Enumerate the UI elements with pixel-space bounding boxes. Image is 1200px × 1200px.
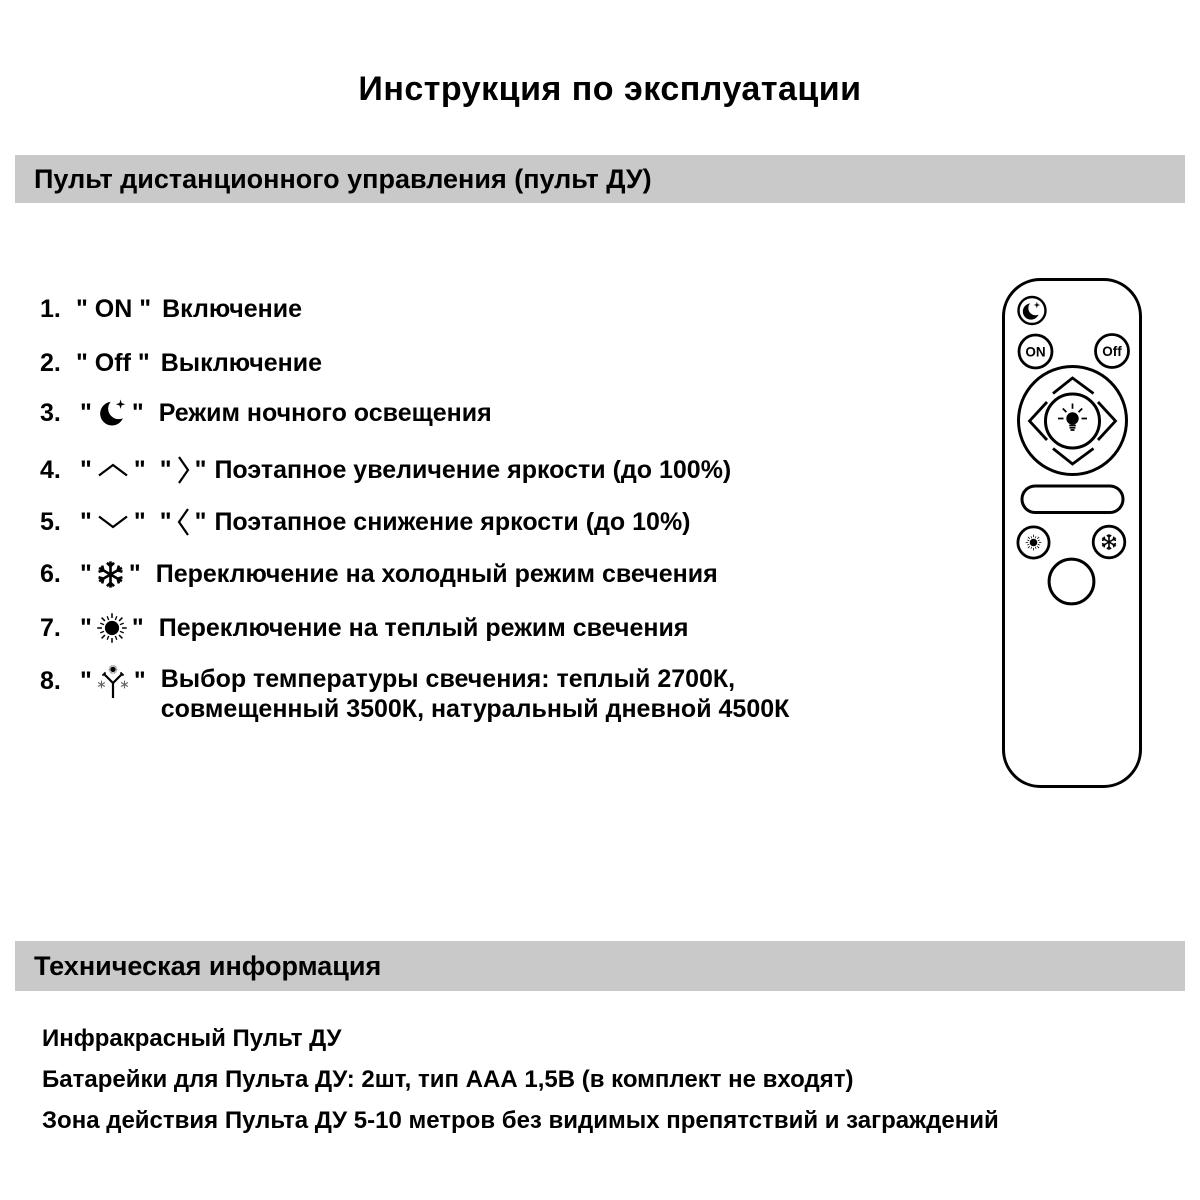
list-item-4 <box>40 453 731 487</box>
item-number: 7. <box>40 613 61 642</box>
tech-info-line-2: Батарейки для Пульта ДУ: 2шт, тип ААА 1,5В (в комплект не входят) <box>42 1066 854 1093</box>
quote-mark: " <box>80 398 92 427</box>
chevron-down-icon <box>1053 449 1094 465</box>
quote-mark: " <box>131 613 144 642</box>
item-number: 3. <box>40 398 61 427</box>
warm-mode-button <box>1018 527 1049 558</box>
chevron-up-icon <box>1053 378 1094 394</box>
quote-mark: " <box>80 455 92 484</box>
item-number: 6. <box>40 559 61 588</box>
item-text: Переключение на теплый режим свечения <box>158 613 689 642</box>
light-bulb-icon <box>1058 404 1087 431</box>
quote-mark: " <box>128 559 141 588</box>
list-item-6 <box>40 557 718 591</box>
quote-mark: " <box>131 398 144 427</box>
item-text: Поэтапное увеличение яркости (до 100%) <box>214 455 732 484</box>
section-header-tech <box>15 941 1185 991</box>
tech-info-line-3: Зона действия Пульта ДУ 5-10 метров без видимых препятствий и заграждений <box>42 1107 999 1134</box>
item-number: 1. <box>40 294 61 323</box>
sun-icon <box>96 612 128 644</box>
crescent-moon-star-icon <box>1023 302 1040 320</box>
quote-mark: " <box>133 455 146 484</box>
remote-control-illustration <box>1002 278 1142 788</box>
quote-mark: " <box>194 455 207 484</box>
indicator-window <box>1022 486 1123 513</box>
temp-select-button <box>1049 559 1094 604</box>
item-number: 5. <box>40 507 61 536</box>
night-mode-button <box>1019 297 1046 324</box>
quote-mark: " <box>80 559 92 588</box>
section-header-remote-label: Пульт дистанционного управления (пульт ДУ) <box>34 163 652 194</box>
list-item-1 <box>40 292 302 326</box>
item-text-line2: совмещенный 3500К, натуральный дневной 4500К <box>160 695 790 723</box>
tech-info-line-1: Инфракрасный Пульт ДУ <box>42 1025 342 1052</box>
on-button <box>1019 335 1052 368</box>
off-button <box>1096 335 1129 368</box>
chevron-right-icon <box>176 454 191 486</box>
quote-mark: " <box>133 507 146 536</box>
chevron-up-icon <box>96 462 130 478</box>
page-title: Инструкция по эксплуатации <box>358 70 862 108</box>
on-button-label: ON <box>1025 344 1046 360</box>
list-item-7 <box>40 611 688 645</box>
cold-mode-button <box>1093 526 1125 558</box>
quote-mark: " <box>194 507 207 536</box>
item-text <box>161 664 790 724</box>
list-item-5 <box>40 505 691 539</box>
list-item-3 <box>40 396 492 430</box>
chevron-left-icon <box>176 506 191 538</box>
snowflake-icon <box>96 560 125 589</box>
section-header-tech-label: Техническая информация <box>34 950 382 981</box>
item-text: Включение <box>162 294 303 323</box>
on-token: " ON " <box>76 294 152 323</box>
sun-icon <box>1021 530 1046 555</box>
chevron-down-icon <box>96 514 130 530</box>
item-text: Поэтапное снижение яркости (до 10%) <box>214 507 691 536</box>
item-text-line1: Выбор температуры свечения: теплый 2700К, <box>160 665 736 693</box>
item-text: Переключение на холодный режим свечения <box>155 559 718 588</box>
item-text: Режим ночного освещения <box>158 398 492 427</box>
section-header-remote <box>15 155 1185 203</box>
quote-mark: " <box>159 455 172 484</box>
item-number: 2. <box>40 348 61 377</box>
brightness-dpad <box>1019 367 1127 475</box>
off-button-label: Off <box>1102 343 1122 359</box>
quote-mark: " <box>80 667 92 695</box>
color-temperature-select-icon <box>96 664 130 701</box>
snowflake-icon <box>1101 534 1117 550</box>
item-text: Выключение <box>160 348 322 377</box>
quote-mark: " <box>159 507 172 536</box>
list-item-2 <box>40 346 322 380</box>
item-number: 8. <box>40 667 61 695</box>
off-token: " Off " <box>76 348 150 377</box>
quote-mark: " <box>80 613 92 642</box>
quote-mark: " <box>80 507 92 536</box>
item-number: 4. <box>40 455 61 484</box>
list-item-8 <box>40 664 789 724</box>
quote-mark: " <box>133 667 146 695</box>
crescent-moon-star-icon <box>96 397 128 429</box>
